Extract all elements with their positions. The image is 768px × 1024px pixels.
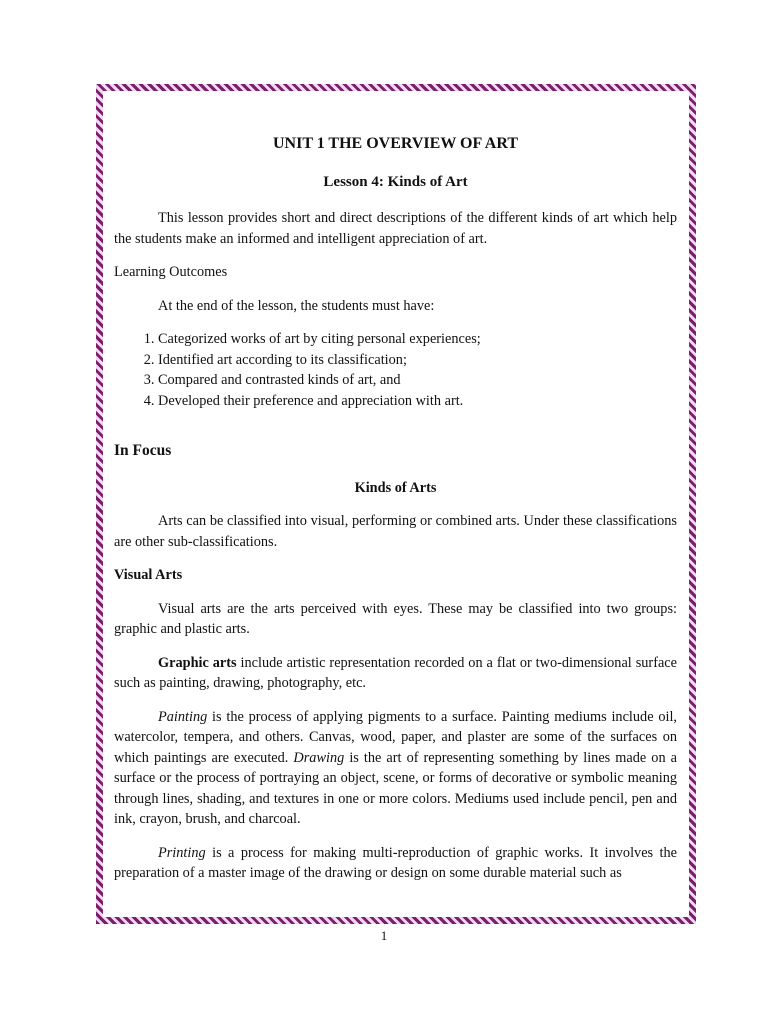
printing-paragraph <box>114 843 677 884</box>
outcomes-heading: Learning Outcomes <box>114 264 228 280</box>
visual-arts-heading: Visual Arts <box>114 567 183 583</box>
lesson-title: Lesson 4: Kinds of Art <box>323 173 468 190</box>
outcome-item: 3. Compared and contrasted kinds of art, and <box>158 370 677 391</box>
in-focus-heading: In Focus <box>114 442 172 459</box>
graphic-arts-paragraph <box>114 653 677 694</box>
painting-text: is the process of applying pigments to a surface. Painting mediums include oil, watercolor, tempera, and others. Canvas, wood, paper, and plaster are some of the surfaces on which paintings are executed. <box>114 708 677 766</box>
drawing-text: is the art of representing something by lines made on a surface or the process of portraying an object, scene, or forms of decorative or symbolic meaning through lines, shading, and textures in one or more colors. Mediums used include pencil, pen and ink, crayon, brush, and charcoal. <box>114 749 678 827</box>
graphic-arts-term: Graphic arts <box>158 654 237 671</box>
drawing-term: Drawing <box>293 749 345 766</box>
visual-arts-paragraph: Visual arts are the arts perceived with eyes. These may be classified into two groups: graphic and plastic arts. <box>114 600 677 637</box>
document-body <box>114 134 677 884</box>
outcomes-list <box>114 329 677 411</box>
unit-title: UNIT 1 THE OVERVIEW OF ART <box>272 135 518 152</box>
painting-paragraph <box>114 707 677 830</box>
page-number: 1 <box>380 928 388 943</box>
kinds-paragraph: Arts can be classified into visual, performing or combined arts. Under these classifications are other sub-classifications. <box>114 513 677 550</box>
outcome-item: 4. Developed their preference and appreciation with art. <box>158 391 677 412</box>
printing-term: Printing <box>158 844 206 861</box>
printing-text: is a process for making multi-reproduction of graphic works. It involves the preparation of a master image of the drawing or design on some durable material such as <box>114 844 677 881</box>
graphic-arts-text: include artistic representation recorded on a flat or two-dimensional surface such as painting, drawing, photography, etc. <box>114 654 677 691</box>
kinds-of-arts-heading: Kinds of Arts <box>354 479 437 496</box>
painting-term: Painting <box>158 708 208 725</box>
intro-paragraph: This lesson provides short and direct descriptions of the different kinds of art which help the students make an informed and intelligent appreciation of art. <box>114 210 677 247</box>
outcome-item: 1. Categorized works of art by citing personal experiences; <box>158 329 677 350</box>
outcome-item: 2. Identified art according to its classification; <box>158 350 677 371</box>
outcomes-lead: At the end of the lesson, the students must have: <box>158 297 435 314</box>
